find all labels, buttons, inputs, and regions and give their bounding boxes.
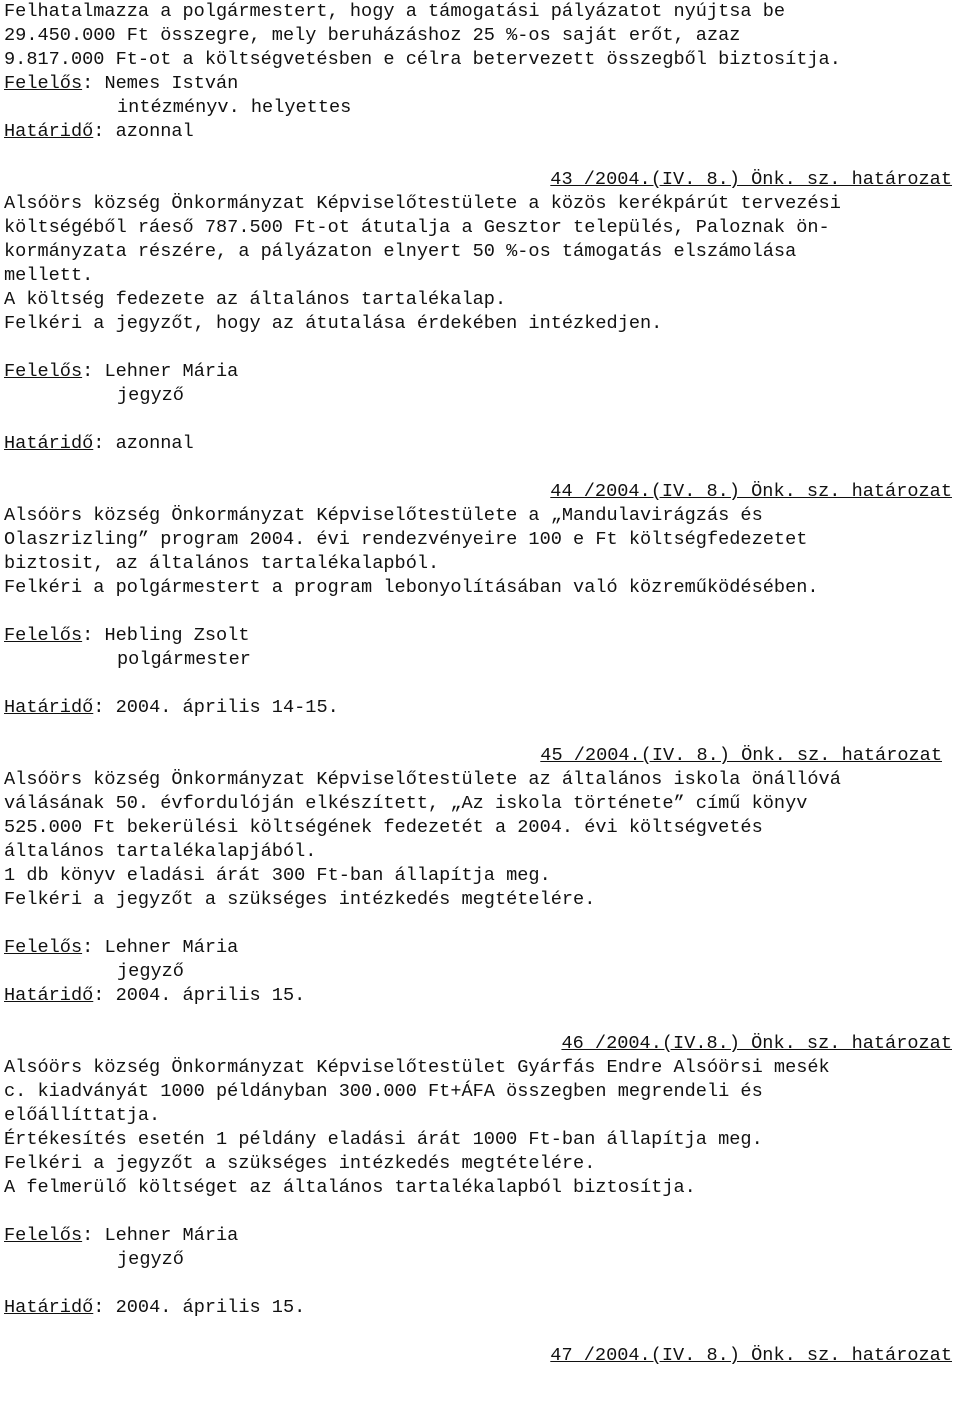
body-line: biztosit, az általános tartalékalapból.	[4, 553, 440, 574]
body-line: Alsóörs község Önkormányzat Képviselőtestülete az általános iskola önállóvá	[4, 769, 841, 790]
resolution-heading-46: 46 /2004.(IV.8.) Önk. sz. határozat	[561, 1033, 952, 1054]
body-line: Alsóörs község Önkormányzat Képviselőtestülete a „Mandulavirágzás és	[4, 505, 763, 526]
felelos-title: polgármester	[117, 649, 251, 670]
felelos-line: Felelős: Lehner Mária	[4, 361, 239, 382]
body-line: általános tartalékalapjából.	[4, 841, 317, 862]
felelos-label: Felelős	[4, 73, 83, 94]
hatarido-value: azonnal	[115, 121, 194, 142]
hatarido-value: 2004. április 15.	[115, 1297, 306, 1318]
body-line: kormányzata részére, a pályázaton elnyert 50 %-os támogatás elszámolása	[4, 241, 797, 262]
intro-line: Felhatalmazza a polgármestert, hogy a támogatási pályázatot nyújtsa be	[4, 1, 786, 22]
felelos-name: Nemes István	[104, 73, 239, 94]
intro-line: 29.450.000 Ft összegre, mely beruházáshoz 25 %-os saját erőt, azaz	[4, 25, 741, 46]
hatarido-value: 2004. április 14-15.	[115, 697, 339, 718]
felelos-line: Felelős: Nemes István	[4, 73, 239, 94]
body-line: Felkéri a polgármestert a program lebonyolításában való közreműködésében.	[4, 577, 819, 598]
hatarido-line: Határidő: 2004. április 14-15.	[4, 697, 339, 718]
body-line: 1 db könyv eladási árát 300 Ft-ban állapítja meg.	[4, 865, 551, 886]
body-line: c. kiadványát 1000 példányban 300.000 Ft+ÁFA összegben megrendeli és	[4, 1081, 763, 1102]
body-line: válásának 50. évfordulóján elkészített, „Az iskola története” című könyv	[4, 793, 808, 814]
body-line: A felmerülő költséget az általános tartalékalapból biztosítja.	[4, 1177, 696, 1198]
felelos-name: Hebling Zsolt	[104, 625, 250, 646]
felelos-title: jegyző	[117, 1249, 184, 1270]
body-line: A költség fedezete az általános tartalékalap.	[4, 289, 507, 310]
hatarido-line: Határidő: 2004. április 15.	[4, 985, 306, 1006]
body-line: Felkéri a jegyzőt, hogy az átutalása érdekében intézkedjen.	[4, 313, 663, 334]
resolution-heading-44: 44 /2004.(IV. 8.) Önk. sz. határozat	[550, 481, 952, 502]
hatarido-line: Határidő: azonnal	[4, 121, 194, 142]
hatarido-line: Határidő: 2004. április 15.	[4, 1297, 306, 1318]
hatarido-value: azonnal	[115, 433, 194, 454]
felelos-line: Felelős: Hebling Zsolt	[4, 625, 250, 646]
body-line: 525.000 Ft bekerülési költségének fedezetét a 2004. évi költségvetés	[4, 817, 763, 838]
body-line: Felkéri a jegyzőt a szükséges intézkedés megtételére.	[4, 1153, 596, 1174]
felelos-name: Lehner Mária	[104, 937, 239, 958]
hatarido-label: Határidő	[4, 121, 94, 142]
body-line: Alsóörs község Önkormányzat Képviselőtestület Gyárfás Endre Alsóörsi mesék	[4, 1057, 830, 1078]
felelos-name: Lehner Mária	[104, 1225, 239, 1246]
hatarido-value: 2004. április 15.	[115, 985, 306, 1006]
body-line: költségéből ráeső 787.500 Ft-ot átutalja a Gesztor település, Paloznak ön-	[4, 217, 830, 238]
body-line: Felkéri a jegyzőt a szükséges intézkedés megtételére.	[4, 889, 596, 910]
felelos-line: Felelős: Lehner Mária	[4, 937, 239, 958]
intro-line: 9.817.000 Ft-ot a költségvetésben e célra betervezett összegből biztosítja.	[4, 49, 841, 70]
felelos-title: jegyző	[117, 961, 184, 982]
body-line: előállíttatja.	[4, 1105, 161, 1126]
body-line: Alsóörs község Önkormányzat Képviselőtestülete a közös kerékpárút tervezési	[4, 193, 841, 214]
body-line: Értékesítés esetén 1 példány eladási árát 1000 Ft-ban állapítja meg.	[4, 1129, 763, 1150]
hatarido-line: Határidő: azonnal	[4, 433, 194, 454]
felelos-line: Felelős: Lehner Mária	[4, 1225, 239, 1246]
resolution-heading-43: 43 /2004.(IV. 8.) Önk. sz. határozat	[550, 169, 952, 190]
felelos-title: intézményv. helyettes	[117, 97, 352, 118]
felelos-title: jegyző	[117, 385, 184, 406]
resolution-heading-45: 45 /2004.(IV. 8.) Önk. sz. határozat	[540, 745, 942, 766]
body-line: mellett.	[4, 265, 94, 286]
felelos-name: Lehner Mária	[104, 361, 239, 382]
body-line: Olaszrizling” program 2004. évi rendezvényeire 100 e Ft költségfedezetet	[4, 529, 808, 550]
resolution-heading-47: 47 /2004.(IV. 8.) Önk. sz. határozat	[550, 1345, 952, 1366]
